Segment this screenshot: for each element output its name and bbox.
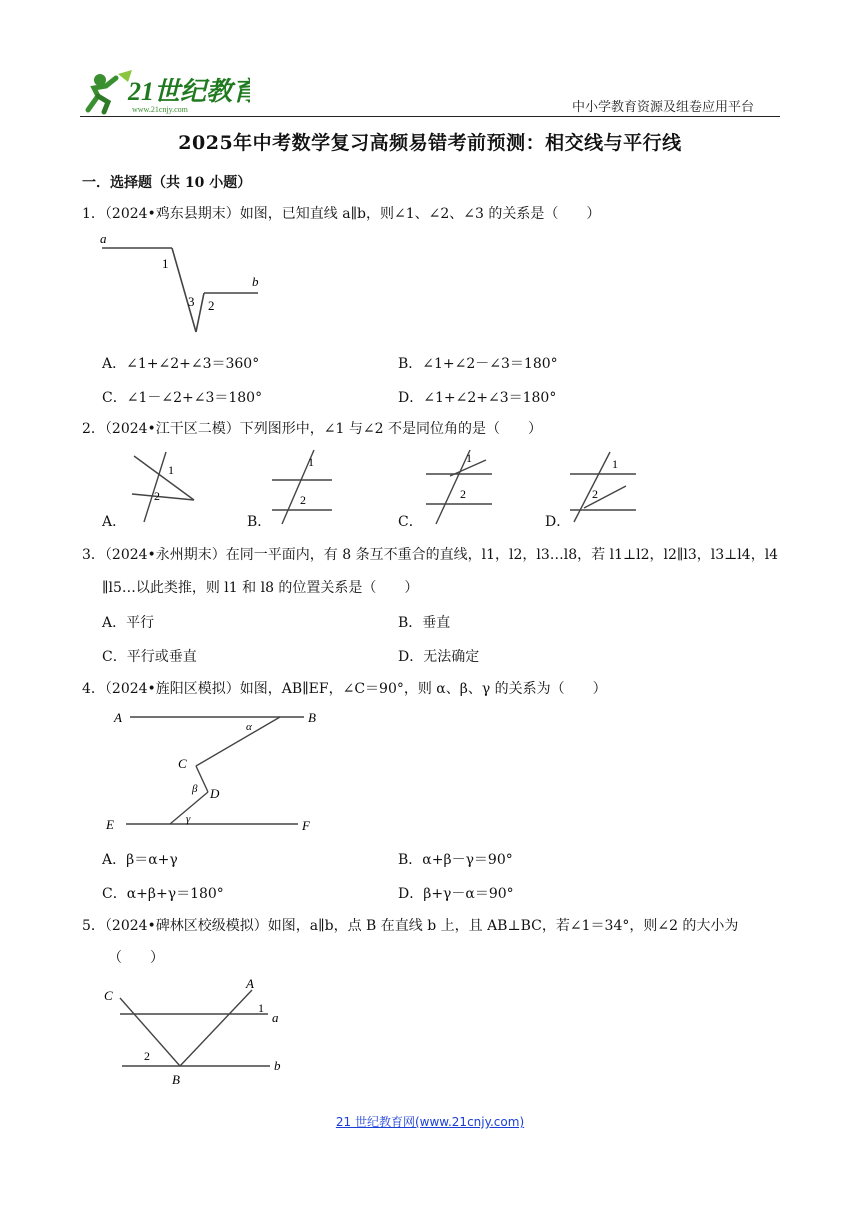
question-1-option-b[interactable]: B．∠1+∠2－∠3＝180° (398, 356, 558, 372)
svg-text:C: C (104, 988, 113, 1003)
svg-text:β: β (192, 783, 198, 795)
question-4-figure (104, 704, 324, 840)
question-2-figure-b (268, 446, 338, 526)
svg-text:E: E (106, 817, 114, 832)
runner-logo-icon (80, 66, 250, 116)
svg-text:b: b (252, 274, 259, 289)
svg-text:2: 2 (144, 1049, 150, 1063)
question-2-stem: 2．（2024•江干区二模）下列图形中，∠1 与∠2 不是同位角的是（ ） (82, 421, 542, 437)
svg-text:α: α (246, 721, 252, 733)
question-3-stem-line-2: ∥l5…以此类推，则 l1 和 l8 的位置关系是（ ） (102, 580, 419, 596)
question-3-option-b[interactable]: B．垂直 (398, 615, 451, 631)
question-1-option-c[interactable]: C．∠1－∠2+∠3＝180° (102, 390, 263, 406)
svg-text:2: 2 (154, 489, 160, 503)
svg-text:1: 1 (612, 457, 618, 471)
svg-text:a: a (100, 231, 107, 246)
question-2-figure-a (122, 446, 202, 526)
question-5-stem-line-1: 5．（2024•碑林区校级模拟）如图，a∥b，点 B 在直线 b 上，且 AB⊥BC，若∠1＝34°，则∠2 的大小为 (82, 918, 739, 934)
section-heading: 一．选择题（共 10 小题） (82, 175, 252, 191)
svg-text:b: b (274, 1058, 281, 1073)
svg-text:A: A (114, 710, 122, 725)
svg-text:2: 2 (208, 298, 215, 313)
question-4-option-b[interactable]: B．α+β－γ＝90° (398, 852, 513, 868)
svg-text:γ: γ (186, 813, 191, 825)
question-1-option-a[interactable]: A．∠1+∠2+∠3＝360° (102, 356, 260, 372)
question-3-option-d[interactable]: D．无法确定 (398, 649, 480, 665)
svg-text:3: 3 (188, 294, 195, 309)
question-3-option-c[interactable]: C．平行或垂直 (102, 649, 197, 665)
question-1-option-d[interactable]: D．∠1+∠2+∠3＝180° (398, 390, 557, 406)
svg-text:1: 1 (466, 451, 472, 465)
svg-text:www.21cnjy.com: www.21cnjy.com (132, 105, 188, 114)
svg-text:2: 2 (460, 487, 466, 501)
question-2-option-c[interactable]: C． (398, 514, 423, 530)
page-title: 2025年中考数学复习高频易错考前预测：相交线与平行线 (178, 132, 682, 154)
svg-text:a: a (272, 1010, 279, 1025)
svg-text:B: B (172, 1072, 180, 1087)
question-2-option-d[interactable]: D． (545, 514, 571, 530)
question-4-option-c[interactable]: C．α+β+γ＝180° (102, 886, 224, 902)
question-3-stem-line-1: 3．（2024•永州期末）在同一平面内，有 8 条互不重合的直线，l1，l2，l3…l8，若 l1⊥l2，l2∥l3，l3⊥l4，l4 (82, 547, 779, 563)
svg-text:D: D (210, 786, 220, 801)
header-platform-text: 中小学教育资源及组卷应用平台 (572, 100, 755, 115)
question-4-option-a[interactable]: A．β＝α+γ (102, 852, 178, 868)
svg-text:A: A (246, 976, 254, 991)
svg-text:1: 1 (168, 463, 174, 477)
question-3-option-a[interactable]: A．平行 (102, 615, 155, 631)
svg-text:B: B (308, 710, 316, 725)
svg-text:C: C (178, 756, 187, 771)
svg-text:21世纪教育: 21世纪教育 (128, 77, 250, 106)
question-4-option-d[interactable]: D．β+γ－α＝90° (398, 886, 514, 902)
question-1-stem: 1．（2024•鸡东县期末）如图，已知直线 a∥b，则∠1、∠2、∠3 的关系是（ ） (82, 206, 601, 222)
svg-text:1: 1 (308, 455, 314, 469)
question-4-stem: 4．（2024•旌阳区模拟）如图，AB∥EF，∠C＝90°，则 α、β、γ 的关系为（ ） (82, 681, 607, 697)
svg-text:1: 1 (258, 1001, 264, 1015)
svg-text:F: F (302, 818, 310, 833)
svg-text:1: 1 (162, 256, 169, 271)
header-divider (80, 116, 780, 117)
svg-text:2: 2 (300, 493, 306, 507)
logo (80, 66, 250, 116)
question-5-figure (100, 976, 300, 1088)
footer-link[interactable]: 21 世纪教育网(www.21cnjy.com) (335, 1115, 525, 1129)
svg-text:2: 2 (592, 487, 598, 501)
question-1-figure (96, 230, 276, 340)
question-2-option-b[interactable]: B． (247, 514, 272, 530)
question-2-figure-d (566, 446, 646, 526)
question-2-option-a[interactable]: A． (102, 514, 127, 530)
question-5-stem-line-2: （ ） (108, 950, 164, 966)
question-2-figure-c (420, 446, 500, 526)
